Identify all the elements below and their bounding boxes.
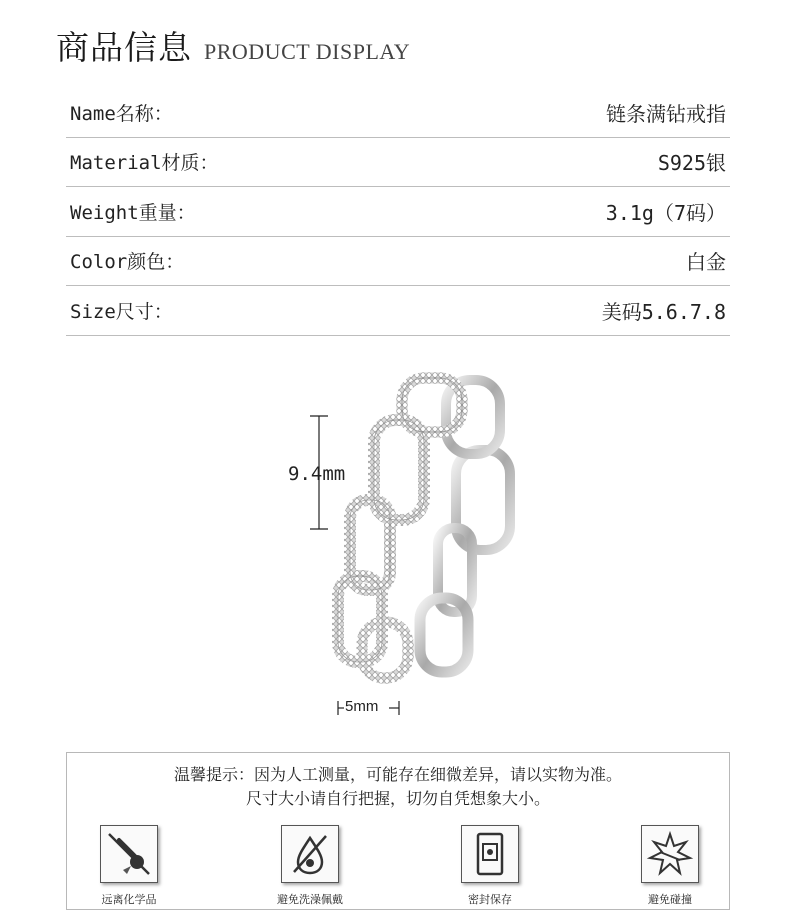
product-display <box>0 360 802 720</box>
spec-row-size <box>66 286 730 336</box>
care-item-no-bathing <box>265 825 355 907</box>
notice-line-2: 尺寸大小请自行把握，切勿自凭想象大小。 <box>245 789 550 808</box>
sealed-storage-icon <box>461 825 519 883</box>
spec-row-weight <box>66 187 730 237</box>
height-dimension-label: 9.4mm <box>288 463 346 485</box>
spec-value: 链条满钻戒指 <box>606 101 726 126</box>
spec-label: Size尺寸： <box>70 300 173 323</box>
spec-value: 美码5.6.7.8 <box>601 299 726 324</box>
notice-box <box>66 752 730 910</box>
page-title-en: PRODUCT DISPLAY <box>204 39 411 64</box>
care-label: 避免洗澡佩戴 <box>277 893 343 906</box>
care-item-sealed-storage <box>445 825 535 907</box>
care-label: 远离化学品 <box>101 893 157 906</box>
care-label: 密封保存 <box>468 893 512 906</box>
no-chemicals-icon <box>100 825 158 883</box>
spec-value: 白金 <box>686 250 726 275</box>
spec-label: Name名称： <box>70 102 173 125</box>
spec-row-material <box>66 138 730 188</box>
spec-row-color <box>66 237 730 287</box>
page-header <box>56 22 410 68</box>
spec-label: Material材质： <box>70 152 219 175</box>
spec-value: S925银 <box>657 151 726 176</box>
avoid-impact-icon <box>641 825 699 883</box>
ring-plain-links <box>420 380 510 672</box>
spec-row-name <box>66 88 730 138</box>
care-label: 避免碰撞 <box>648 893 692 906</box>
spec-label: Weight重量： <box>70 201 196 224</box>
care-item-no-chemicals <box>84 825 174 907</box>
spec-value: 3.1g（7码） <box>605 200 726 225</box>
no-bathing-icon <box>281 825 339 883</box>
ring-illustration <box>0 360 802 720</box>
care-item-avoid-impact <box>625 825 715 907</box>
spec-label: Color颜色： <box>70 251 185 274</box>
page-title-cn: 商品信息 <box>56 28 192 67</box>
spec-table <box>66 88 730 336</box>
width-dimension-label: 5mm <box>345 698 379 715</box>
notice-line-1: 温馨提示：因为人工测量，可能存在细微差异，请以实物为准。 <box>173 765 622 784</box>
